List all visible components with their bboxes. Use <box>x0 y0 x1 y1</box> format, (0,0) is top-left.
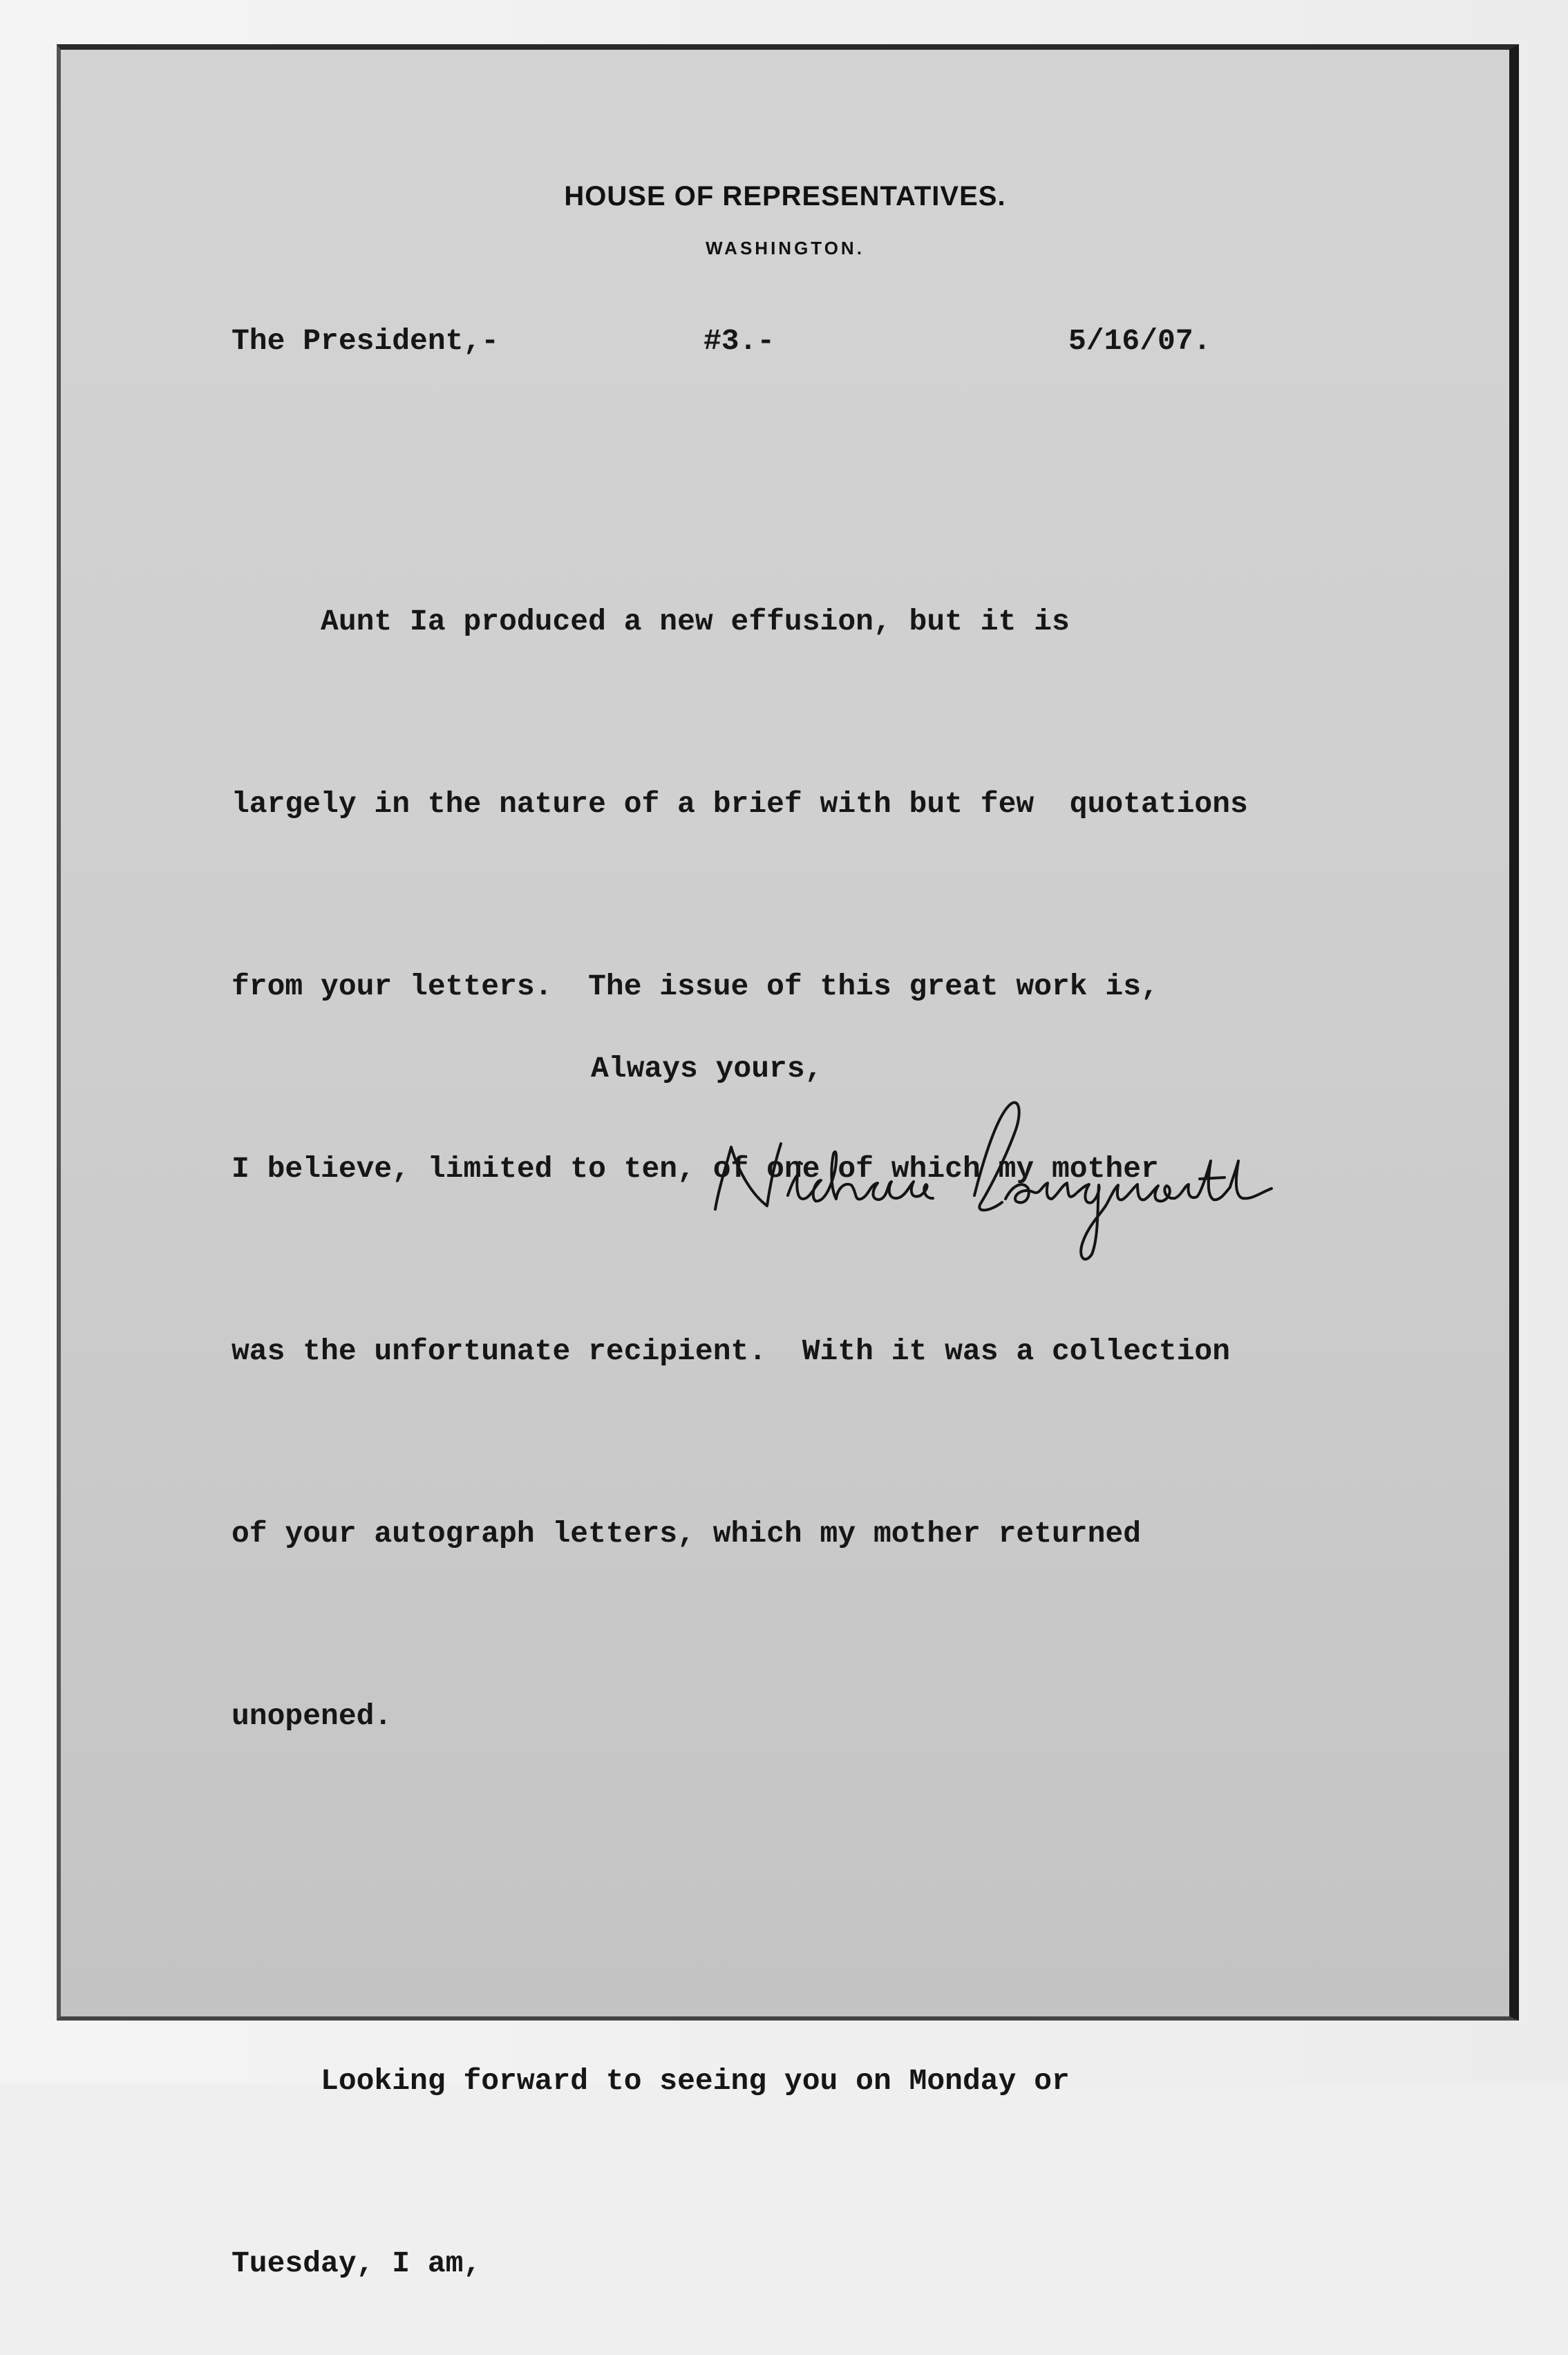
body-line <box>232 1869 1248 1929</box>
body-line: Aunt Ia produced a new effusion, but it is <box>232 605 1070 639</box>
body-line: from your letters. The issue of this great work is, <box>232 970 1159 1003</box>
handwritten-signature <box>650 1057 1306 1292</box>
body-line: Tuesday, I am, <box>232 2247 482 2280</box>
letter-date: 5/16/07. <box>1068 324 1211 358</box>
addressee: The President,- <box>232 324 500 358</box>
body-line: of your autograph letters, which my mother returned <box>232 1517 1142 1551</box>
body-line: Looking forward to seeing you on Monday or <box>232 2064 1070 2098</box>
body-line: was the unfortunate recipient. With it was a collection <box>232 1334 1231 1368</box>
body-line: largely in the nature of a brief with but few quotations <box>232 787 1248 821</box>
letter-number: #3.- <box>703 324 775 358</box>
letterhead-subtitle: WASHINGTON. <box>706 238 865 258</box>
body-line: I believe, limited to ten, of one of which my mother <box>232 1152 1159 1186</box>
letter-body <box>232 470 1248 2355</box>
body-line: unopened. <box>232 1699 393 1733</box>
closing: Always yours, <box>591 1052 823 1086</box>
letterhead-title: HOUSE OF REPRESENTATIVES. <box>564 181 1006 211</box>
